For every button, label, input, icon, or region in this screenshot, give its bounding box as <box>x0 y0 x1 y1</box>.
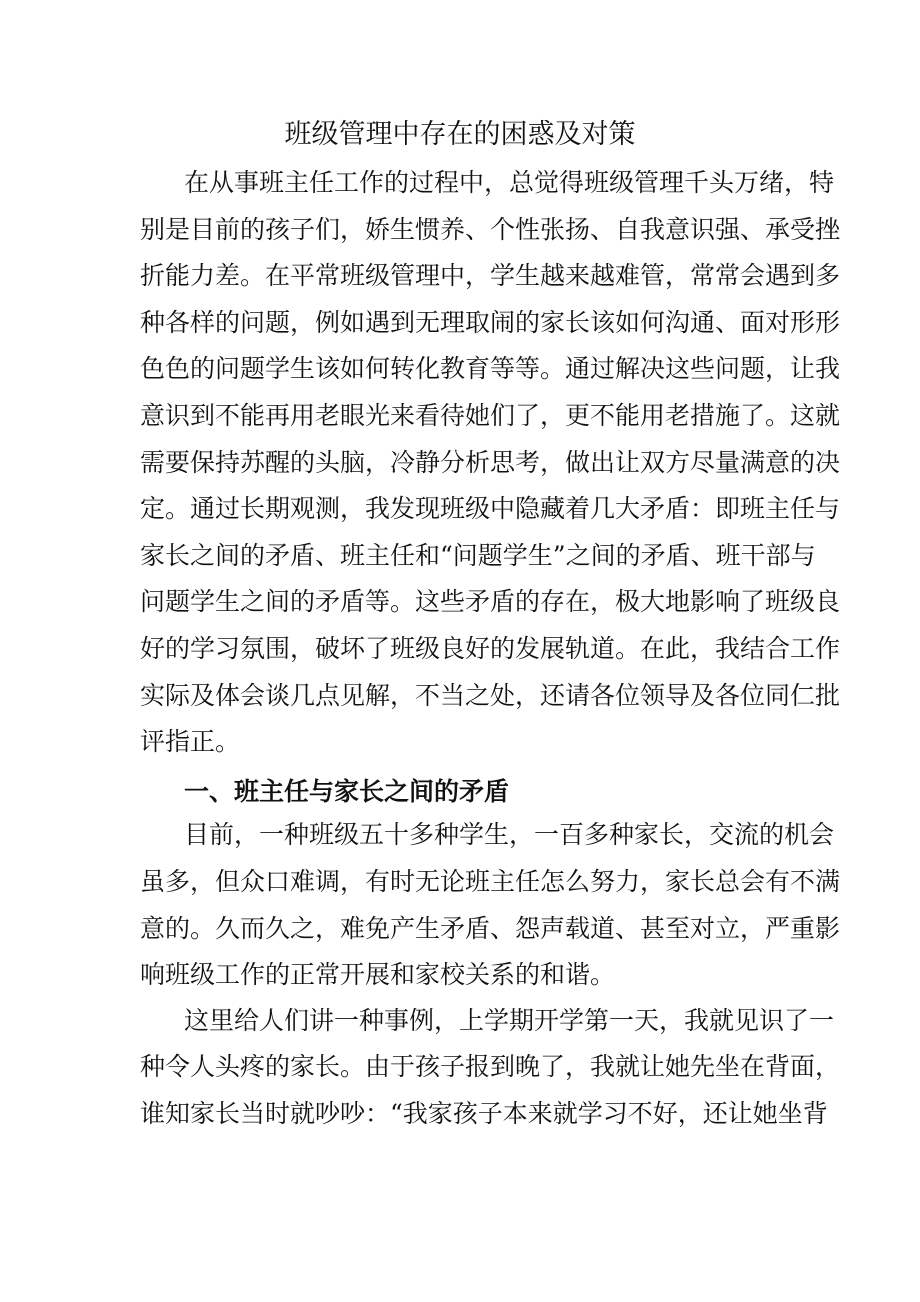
paragraph-1-line: 在从事班主任工作的过程中，总觉得班级管理千头万绪，特 <box>184 168 835 197</box>
paragraph-1-line: 实际及体会谈几点见解，不当之处，还请各位领导及各位同仁批 <box>140 680 841 710</box>
paragraph-3-line: 种令人头疼的家长。由于孩子报到晚了，我就让她先坐在背面， <box>140 1052 841 1082</box>
paragraph-1-line: 别是目前的孩子们，娇生惯养、个性张扬、自我意识强、承受挫 <box>140 214 841 244</box>
paragraph-2-line: 意的。久而久之，难免产生矛盾、怨声载道、甚至对立，严重影 <box>140 913 841 943</box>
paragraph-1-line: 种各样的问题，例如遇到无理取闹的家长该如何沟通、面对形形 <box>140 307 841 337</box>
paragraph-1-line: 色色的问题学生该如何转化教育等等。通过解决这些问题，让我 <box>140 354 841 384</box>
document-title: 班级管理中存在的困惑及对策 <box>284 119 636 150</box>
paragraph-1-line: 定。通过长期观测，我发现班级中隐藏着几大矛盾：即班主任与 <box>140 494 841 524</box>
paragraph-3-line: 这里给人们讲一种事例，上学期开学第一天，我就见识了一 <box>184 1005 835 1035</box>
paragraph-1-line: 评指正。 <box>140 727 241 757</box>
paragraph-1-line: 问题学生之间的矛盾等。这些矛盾的存在，极大地影响了班级良 <box>140 587 841 617</box>
paragraph-3-line: 谁知家长当时就吵吵：“我家孩子本来就学习不好，还让她坐背 <box>140 1099 828 1128</box>
paragraph-1-line: 需要保持苏醒的头脑，冷静分析思考，做出让双方尽量满意的决 <box>140 447 841 477</box>
paragraph-2-line: 响班级工作的正常开展和家校关系的和谐。 <box>140 960 616 990</box>
paragraph-2-line: 目前，一种班级五十多种学生，一百多种家长，交流的机会 <box>184 820 835 850</box>
paragraph-1-line: 家长之间的矛盾、班主任和“问题学生”之间的矛盾、班干部与 <box>140 540 816 570</box>
paragraph-1-line: 好的学习氛围，破坏了班级良好的发展轨道。在此，我结合工作 <box>140 634 841 663</box>
paragraph-1-line: 折能力差。在平常班级管理中，学生越来越难管，常常会遇到多 <box>140 261 841 291</box>
section-heading: 一、班主任与家长之间的矛盾 <box>184 776 510 806</box>
paragraph-1-line: 意识到不能再用老眼光来看待她们了，更不能用老措施了。这就 <box>140 401 841 430</box>
paragraph-2-line: 虽多，但众口难调，有时无论班主任怎么努力，家长总会有不满 <box>140 867 841 896</box>
